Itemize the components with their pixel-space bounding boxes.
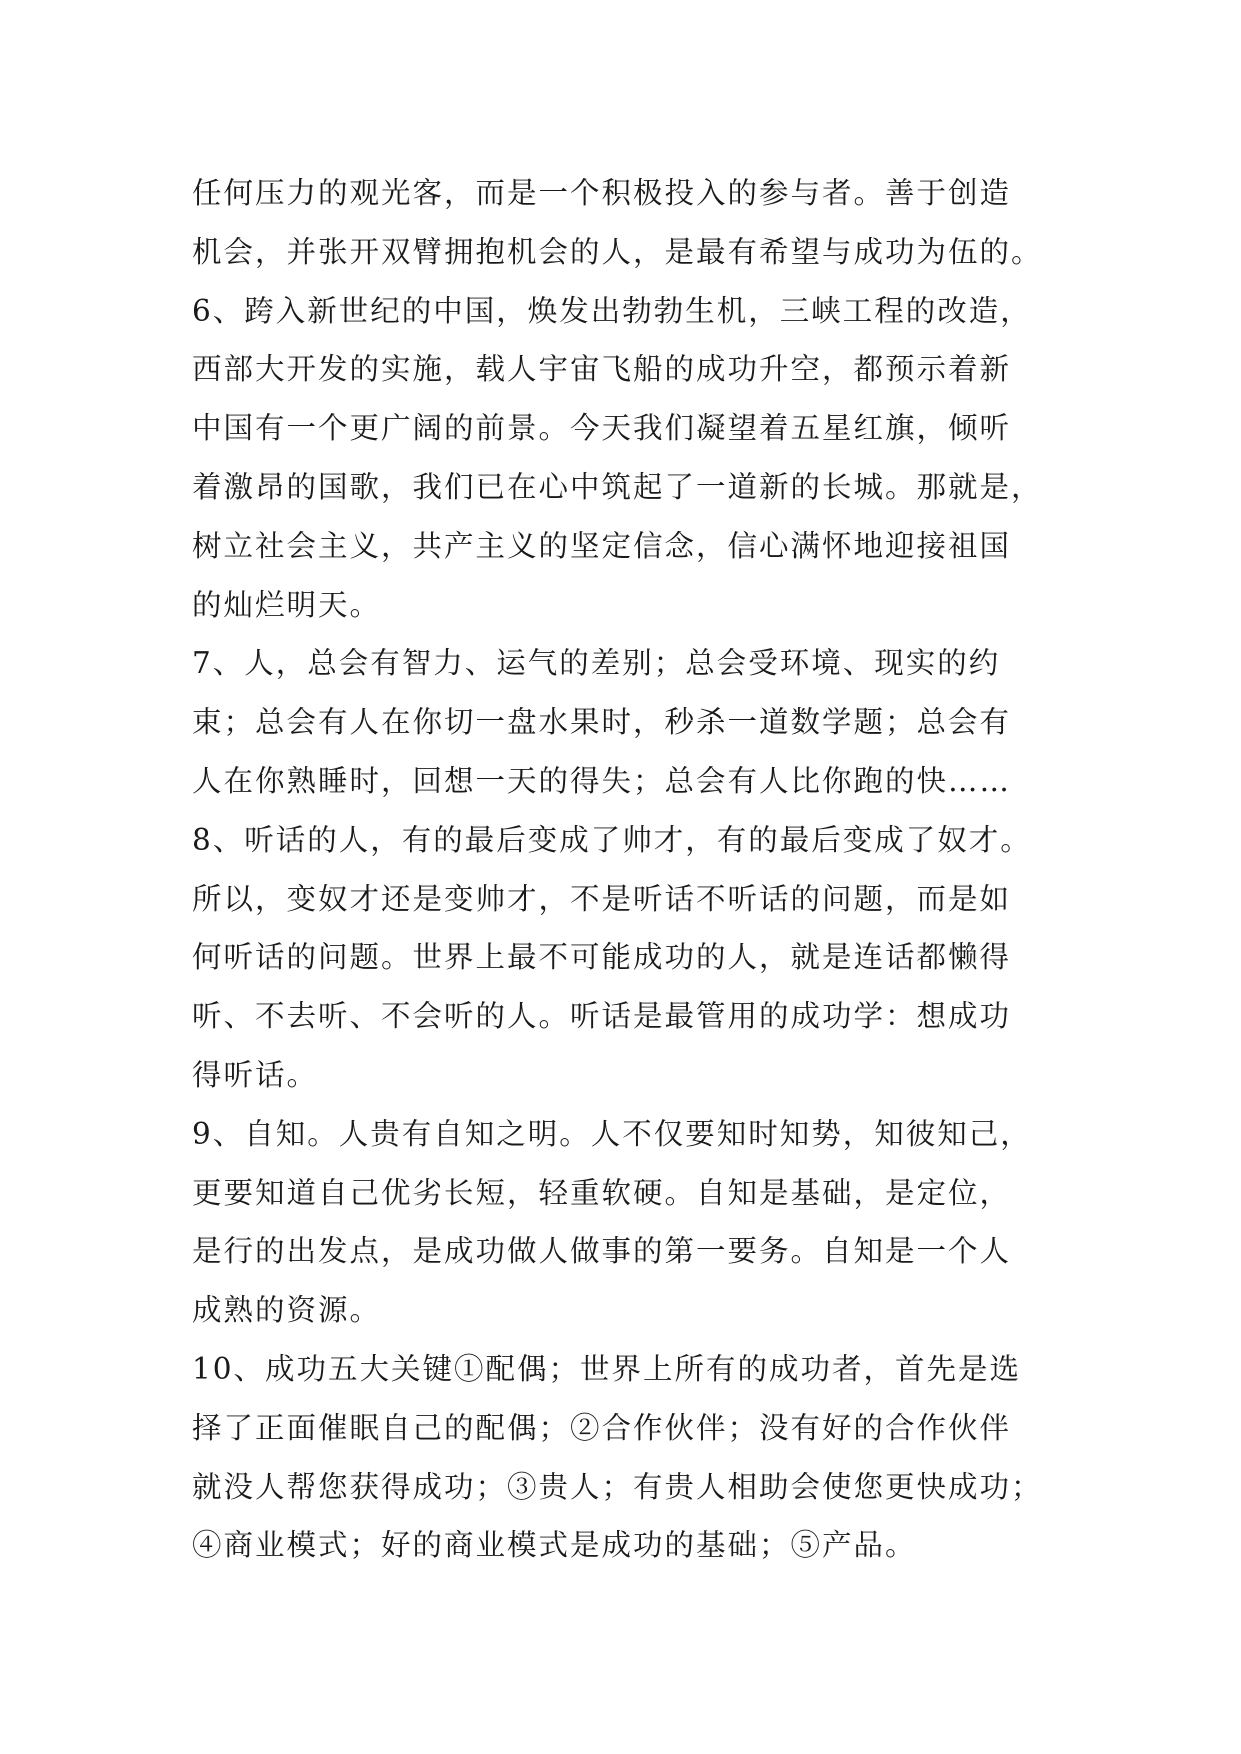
text-line: 人在你熟睡时，回想一天的得失；总会有人比你跑的快…… bbox=[192, 763, 1012, 798]
text-line: 6、跨入新世纪的中国，焕发出勃勃生机，三峡工程的改造， bbox=[192, 293, 1032, 328]
text-line: 成熟的资源。 bbox=[192, 1293, 382, 1328]
document-body bbox=[192, 164, 1072, 1575]
text-line: 任何压力的观光客，而是一个积极投入的参与者。善于创造 bbox=[192, 176, 1012, 210]
text-line: 更要知道自己优劣长短，轻重软硬。自知是基础，是定位， bbox=[192, 1175, 1012, 1210]
text-line: 中国有一个更广阔的前景。今天我们凝望着五星红旗，倾听 bbox=[192, 411, 1012, 446]
text-line: 7、人，总会有智力、运气的差别；总会受环境、现实的约 bbox=[192, 646, 1001, 681]
text-line: 择了正面催眠自己的配偶；②合作伙伴；没有好的合作伙伴 bbox=[192, 1410, 1012, 1445]
text-line: 西部大开发的实施，载人宇宙飞船的成功升空，都预示着新 bbox=[192, 352, 1012, 387]
text-line: 听、不去听、不会听的人。听话是最管用的成功学：想成功 bbox=[192, 999, 1012, 1034]
text-line: 就没人帮您获得成功；③贵人；有贵人相助会使您更快成功； bbox=[192, 1469, 1043, 1504]
text-line: ④商业模式；好的商业模式是成功的基础；⑤产品。 bbox=[192, 1528, 917, 1563]
text-line: 机会，并张开双臂拥抱机会的人，是最有希望与成功为伍的。 bbox=[192, 234, 1043, 269]
text-line: 8、听话的人，有的最后变成了帅才，有的最后变成了奴才。 bbox=[192, 822, 1032, 857]
text-line: 何听话的问题。世界上最不可能成功的人，就是连话都懒得 bbox=[192, 940, 1012, 975]
text-line: 10、成功五大关键①配偶；世界上所有的成功者，首先是选 bbox=[192, 1351, 1022, 1386]
text-line: 得听话。 bbox=[192, 1057, 319, 1092]
text-line: 着激昂的国歌，我们已在心中筑起了一道新的长城。那就是， bbox=[192, 469, 1043, 504]
text-line: 束；总会有人在你切一盘水果时，秒杀一道数学题；总会有 bbox=[192, 705, 1012, 740]
text-line: 树立社会主义，共产主义的坚定信念，信心满怀地迎接祖国 bbox=[192, 528, 1012, 563]
text-line: 的灿烂明天。 bbox=[192, 587, 382, 622]
text-line: 所以，变奴才还是变帅才，不是听话不听话的问题，而是如 bbox=[192, 881, 1012, 916]
text-line: 9、自知。人贵有自知之明。人不仅要知时知势，知彼知己， bbox=[192, 1116, 1032, 1151]
text-line: 是行的出发点，是成功做人做事的第一要务。自知是一个人 bbox=[192, 1234, 1012, 1269]
